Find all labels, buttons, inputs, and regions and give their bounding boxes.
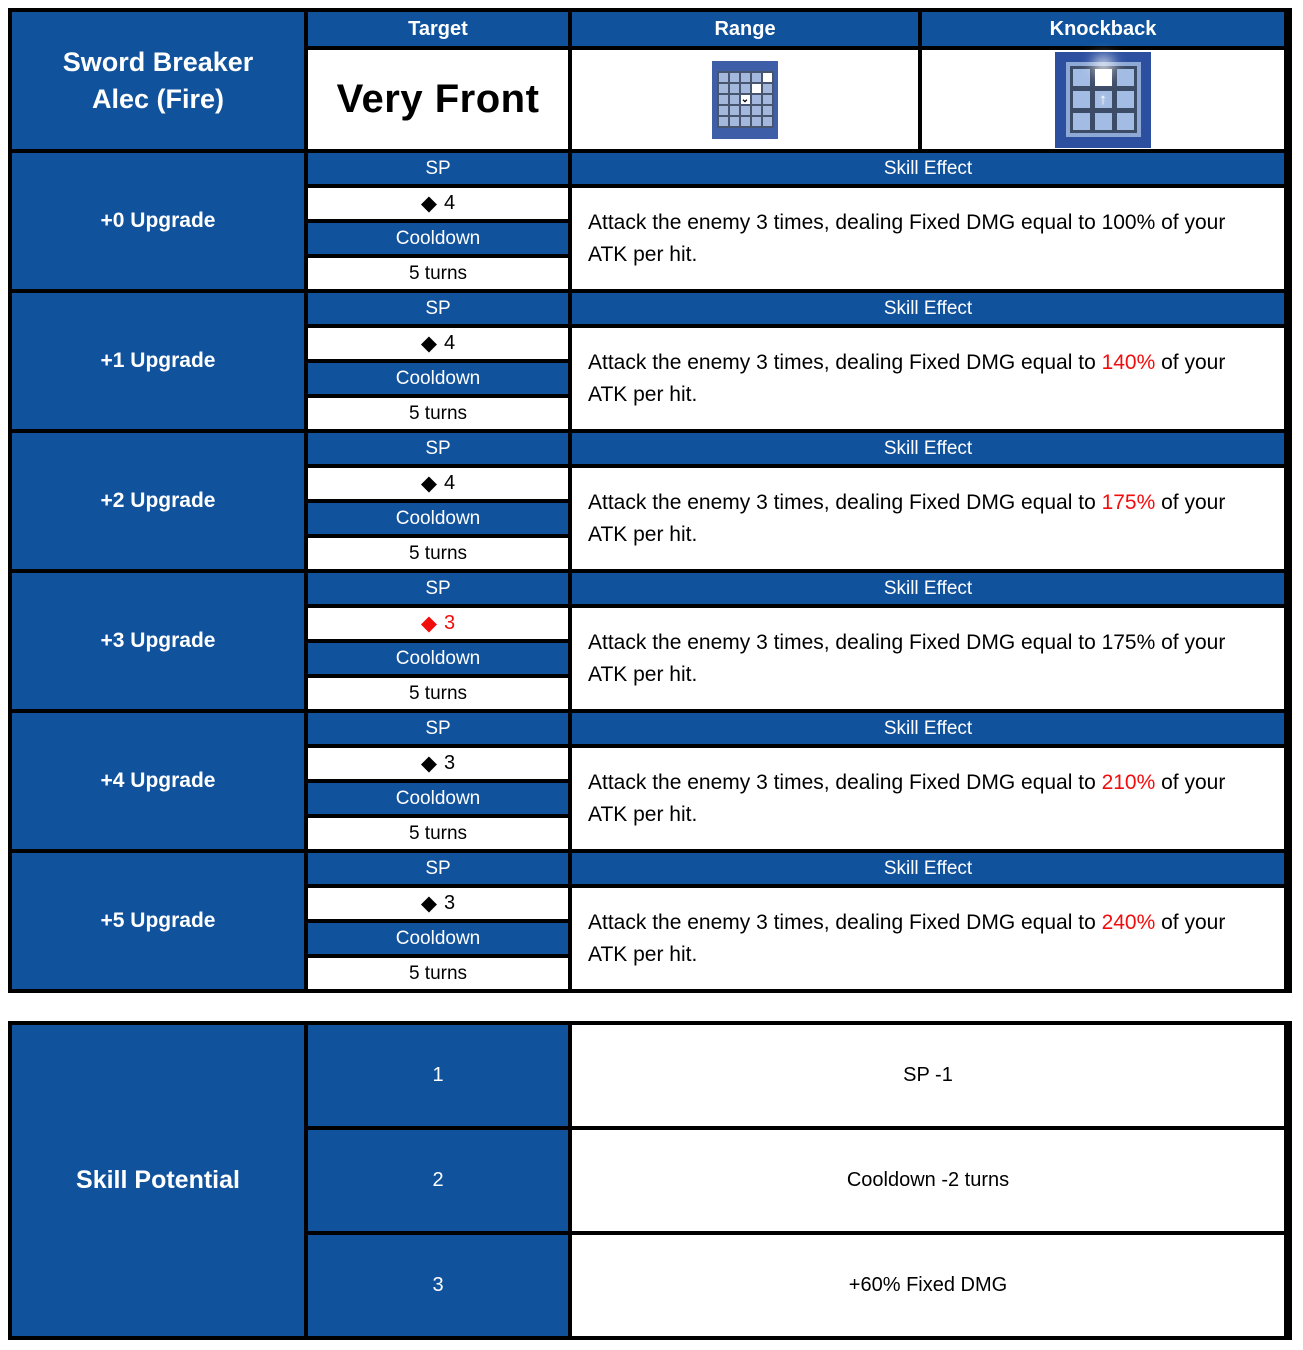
range-chevron-icon: ⌄ (740, 93, 750, 105)
effect-text-before: Attack the enemy 3 times, dealing Fixed DMG equal to (588, 631, 1102, 654)
upgrade-1-sp-header: SP (308, 293, 568, 324)
knockback-grid (1070, 66, 1137, 133)
effect-value: 175% (1101, 491, 1156, 514)
effect-value: 210% (1101, 771, 1156, 794)
upgrade-2-cooldown-value: 5 turns (308, 538, 568, 569)
upgrade-3-cooldown-header: Cooldown (308, 643, 568, 674)
range-value-cell (572, 50, 918, 149)
range-grid-cell (730, 106, 739, 115)
effect-text-after: of your ATK per hit. (588, 211, 1226, 266)
upgrade-2-cooldown-header: Cooldown (308, 503, 568, 534)
upgrade-4-cooldown-header: Cooldown (308, 783, 568, 814)
upgrade-1-effect-text (572, 328, 1284, 429)
upgrade-2-label: +2 Upgrade (12, 433, 304, 569)
range-grid-cell (730, 117, 739, 126)
range-grid-cell (741, 117, 750, 126)
knockback-column-header: Knockback (922, 12, 1284, 46)
upgrade-5-sp-header: SP (308, 853, 568, 884)
sp-number: 3 (444, 752, 456, 774)
upgrade-1-cooldown-header: Cooldown (308, 363, 568, 394)
upgrade-0-sp-header: SP (308, 153, 568, 184)
effect-text-after: of your ATK per hit. (588, 771, 1226, 826)
sp-diamond-icon: ◆ (420, 332, 438, 355)
upgrade-5-skill-effect-header: Skill Effect (572, 853, 1284, 884)
effect-text-after: of your ATK per hit. (588, 491, 1226, 546)
knockback-grid-cell (1073, 69, 1090, 86)
range-grid-cell (752, 106, 761, 115)
effect-sentence (588, 907, 1268, 970)
upgrade-1-sp-value (308, 328, 568, 359)
sp-number: 4 (444, 332, 456, 354)
knockback-grid-cell (1095, 69, 1112, 86)
upgrade-2-sp-value (308, 468, 568, 499)
knockback-icon-halo (1066, 62, 1141, 137)
range-grid-cell (741, 106, 750, 115)
effect-text-before: Attack the enemy 3 times, dealing Fixed DMG equal to (588, 771, 1102, 794)
range-grid-cell (763, 95, 772, 104)
skill-table (8, 8, 1292, 993)
potential-effect-1: SP -1 (572, 1025, 1284, 1126)
upgrade-2-effect-text (572, 468, 1284, 569)
range-grid-cell (763, 84, 772, 93)
potential-effect-2: Cooldown -2 turns (572, 1130, 1284, 1231)
upgrade-4-skill-effect-header: Skill Effect (572, 713, 1284, 744)
effect-text-after: of your ATK per hit. (588, 351, 1226, 406)
upgrade-0-label: +0 Upgrade (12, 153, 304, 289)
character-title-line2: Alec (Fire) (91, 83, 225, 114)
upgrade-5-sp-value (308, 888, 568, 919)
upgrade-5-effect-text (572, 888, 1284, 989)
knockback-grid-cell (1117, 69, 1134, 86)
upgrade-5-label: +5 Upgrade (12, 853, 304, 989)
range-grid-cell (730, 84, 739, 93)
target-column-header: Target (308, 12, 568, 46)
skill-potential-title: Skill Potential (12, 1025, 304, 1336)
range-grid-cell (719, 95, 728, 104)
character-title (12, 12, 304, 149)
upgrade-2-skill-effect-header: Skill Effect (572, 433, 1284, 464)
effect-text-after: of your ATK per hit. (588, 911, 1226, 966)
upgrade-3-skill-effect-header: Skill Effect (572, 573, 1284, 604)
range-grid (717, 71, 774, 128)
upgrade-4-cooldown-value: 5 turns (308, 818, 568, 849)
knockback-up-arrow-icon: ↑ (1095, 91, 1112, 108)
upgrade-2-sp-header: SP (308, 433, 568, 464)
range-grid-cell (719, 84, 728, 93)
upgrade-1-cooldown-value: 5 turns (308, 398, 568, 429)
upgrade-3-sp-header: SP (308, 573, 568, 604)
knockback-grid-cell (1095, 113, 1112, 130)
sp-diamond-icon: ◆ (420, 612, 438, 635)
range-grid-cell (752, 117, 761, 126)
upgrade-1-label: +1 Upgrade (12, 293, 304, 429)
knockback-grid-cell (1073, 91, 1090, 108)
upgrade-3-sp-value (308, 608, 568, 639)
effect-text-before: Attack the enemy 3 times, dealing Fixed DMG equal to (588, 211, 1102, 234)
target-value: Very Front (308, 50, 568, 149)
sp-number: 3 (444, 612, 456, 634)
knockback-grid-cell (1073, 113, 1090, 130)
effect-value: 175% (1101, 631, 1156, 654)
potential-effect-3: +60% Fixed DMG (572, 1235, 1284, 1336)
range-grid-cell (763, 117, 772, 126)
potential-level-3: 3 (308, 1235, 568, 1336)
effect-value: 140% (1101, 351, 1156, 374)
knockback-value-cell (922, 50, 1284, 149)
upgrade-3-cooldown-value: 5 turns (308, 678, 568, 709)
effect-text-before: Attack the enemy 3 times, dealing Fixed DMG equal to (588, 351, 1102, 374)
upgrade-5-cooldown-header: Cooldown (308, 923, 568, 954)
sp-diamond-icon: ◆ (420, 892, 438, 915)
range-grid-cell (763, 106, 772, 115)
effect-sentence (588, 487, 1268, 550)
character-title-line1: Sword Breaker (62, 47, 254, 78)
effect-text-after: of your ATK per hit. (588, 631, 1226, 686)
range-grid-cell (719, 106, 728, 115)
potential-level-2: 2 (308, 1130, 568, 1231)
effect-sentence (588, 767, 1268, 830)
sp-number: 4 (444, 472, 456, 494)
range-grid-cell (730, 73, 739, 82)
effect-sentence (588, 347, 1268, 410)
upgrade-4-sp-header: SP (308, 713, 568, 744)
sp-number: 4 (444, 192, 456, 214)
range-grid-cell (752, 95, 761, 104)
range-grid-cell (719, 73, 728, 82)
knockback-grid-cell (1117, 113, 1134, 130)
range-grid-cell (763, 73, 772, 82)
potential-level-1: 1 (308, 1025, 568, 1126)
upgrade-0-cooldown-value: 5 turns (308, 258, 568, 289)
effect-text-before: Attack the enemy 3 times, dealing Fixed DMG equal to (588, 911, 1102, 934)
upgrade-0-skill-effect-header: Skill Effect (572, 153, 1284, 184)
sp-number: 3 (444, 892, 456, 914)
upgrade-1-skill-effect-header: Skill Effect (572, 293, 1284, 324)
range-icon (712, 61, 778, 139)
effect-sentence (588, 627, 1268, 690)
upgrade-4-effect-text (572, 748, 1284, 849)
effect-value: 100% (1101, 211, 1156, 234)
upgrade-4-sp-value (308, 748, 568, 779)
upgrade-3-label: +3 Upgrade (12, 573, 304, 709)
upgrade-0-cooldown-header: Cooldown (308, 223, 568, 254)
sp-diamond-icon: ◆ (420, 192, 438, 215)
sp-diamond-icon: ◆ (420, 752, 438, 775)
upgrade-5-cooldown-value: 5 turns (308, 958, 568, 989)
upgrade-0-sp-value (308, 188, 568, 219)
range-grid-cell (719, 117, 728, 126)
range-column-header: Range (572, 12, 918, 46)
range-grid-cell (752, 84, 761, 93)
upgrade-3-effect-text (572, 608, 1284, 709)
sp-diamond-icon: ◆ (420, 472, 438, 495)
skill-potential-table (8, 1021, 1292, 1340)
upgrade-4-label: +4 Upgrade (12, 713, 304, 849)
effect-sentence (588, 207, 1268, 270)
effect-value: 240% (1101, 911, 1156, 934)
range-grid-cell (741, 73, 750, 82)
knockback-icon (1055, 52, 1151, 148)
knockback-grid-cell (1117, 91, 1134, 108)
effect-text-before: Attack the enemy 3 times, dealing Fixed DMG equal to (588, 491, 1102, 514)
range-grid-cell (741, 84, 750, 93)
range-grid-cell (752, 73, 761, 82)
upgrade-0-effect-text (572, 188, 1284, 289)
range-grid-cell (730, 95, 739, 104)
